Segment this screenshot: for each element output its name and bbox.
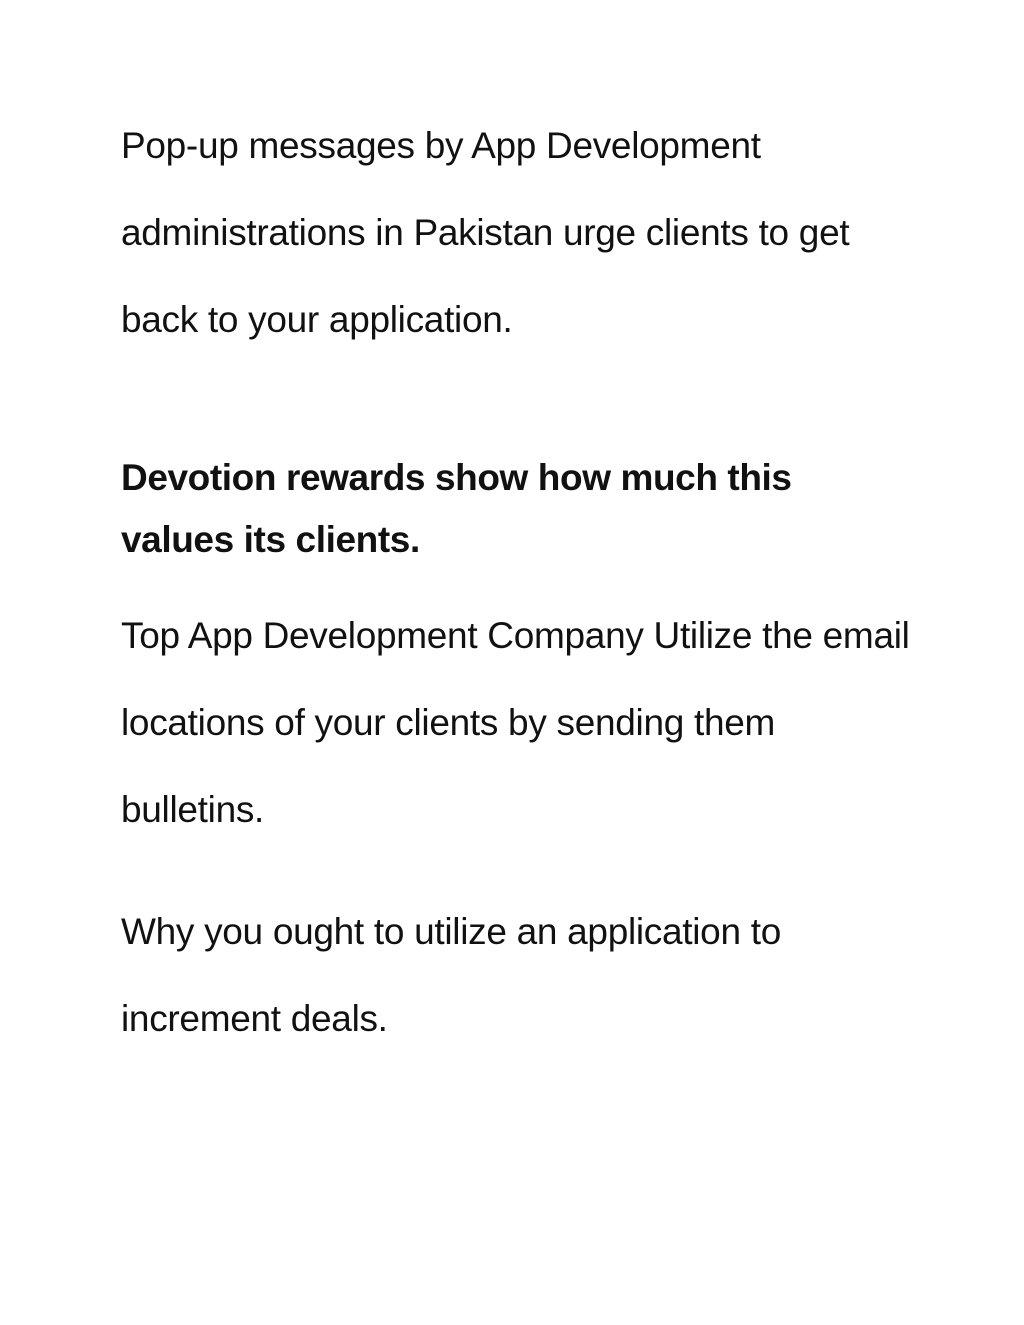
section-heading: Devotion rewards show how much this values its clients.: [121, 457, 792, 560]
body-paragraph-email: Top App Development Company Utilize the email locations of your clients by sending them bulletins.: [121, 615, 910, 830]
body-paragraph-sales: Why you ought to utilize an application to increment deals.: [121, 911, 781, 1039]
intro-paragraph: Pop-up messages by App Development administrations in Pakistan urge clients to get back to your application.: [121, 125, 850, 340]
